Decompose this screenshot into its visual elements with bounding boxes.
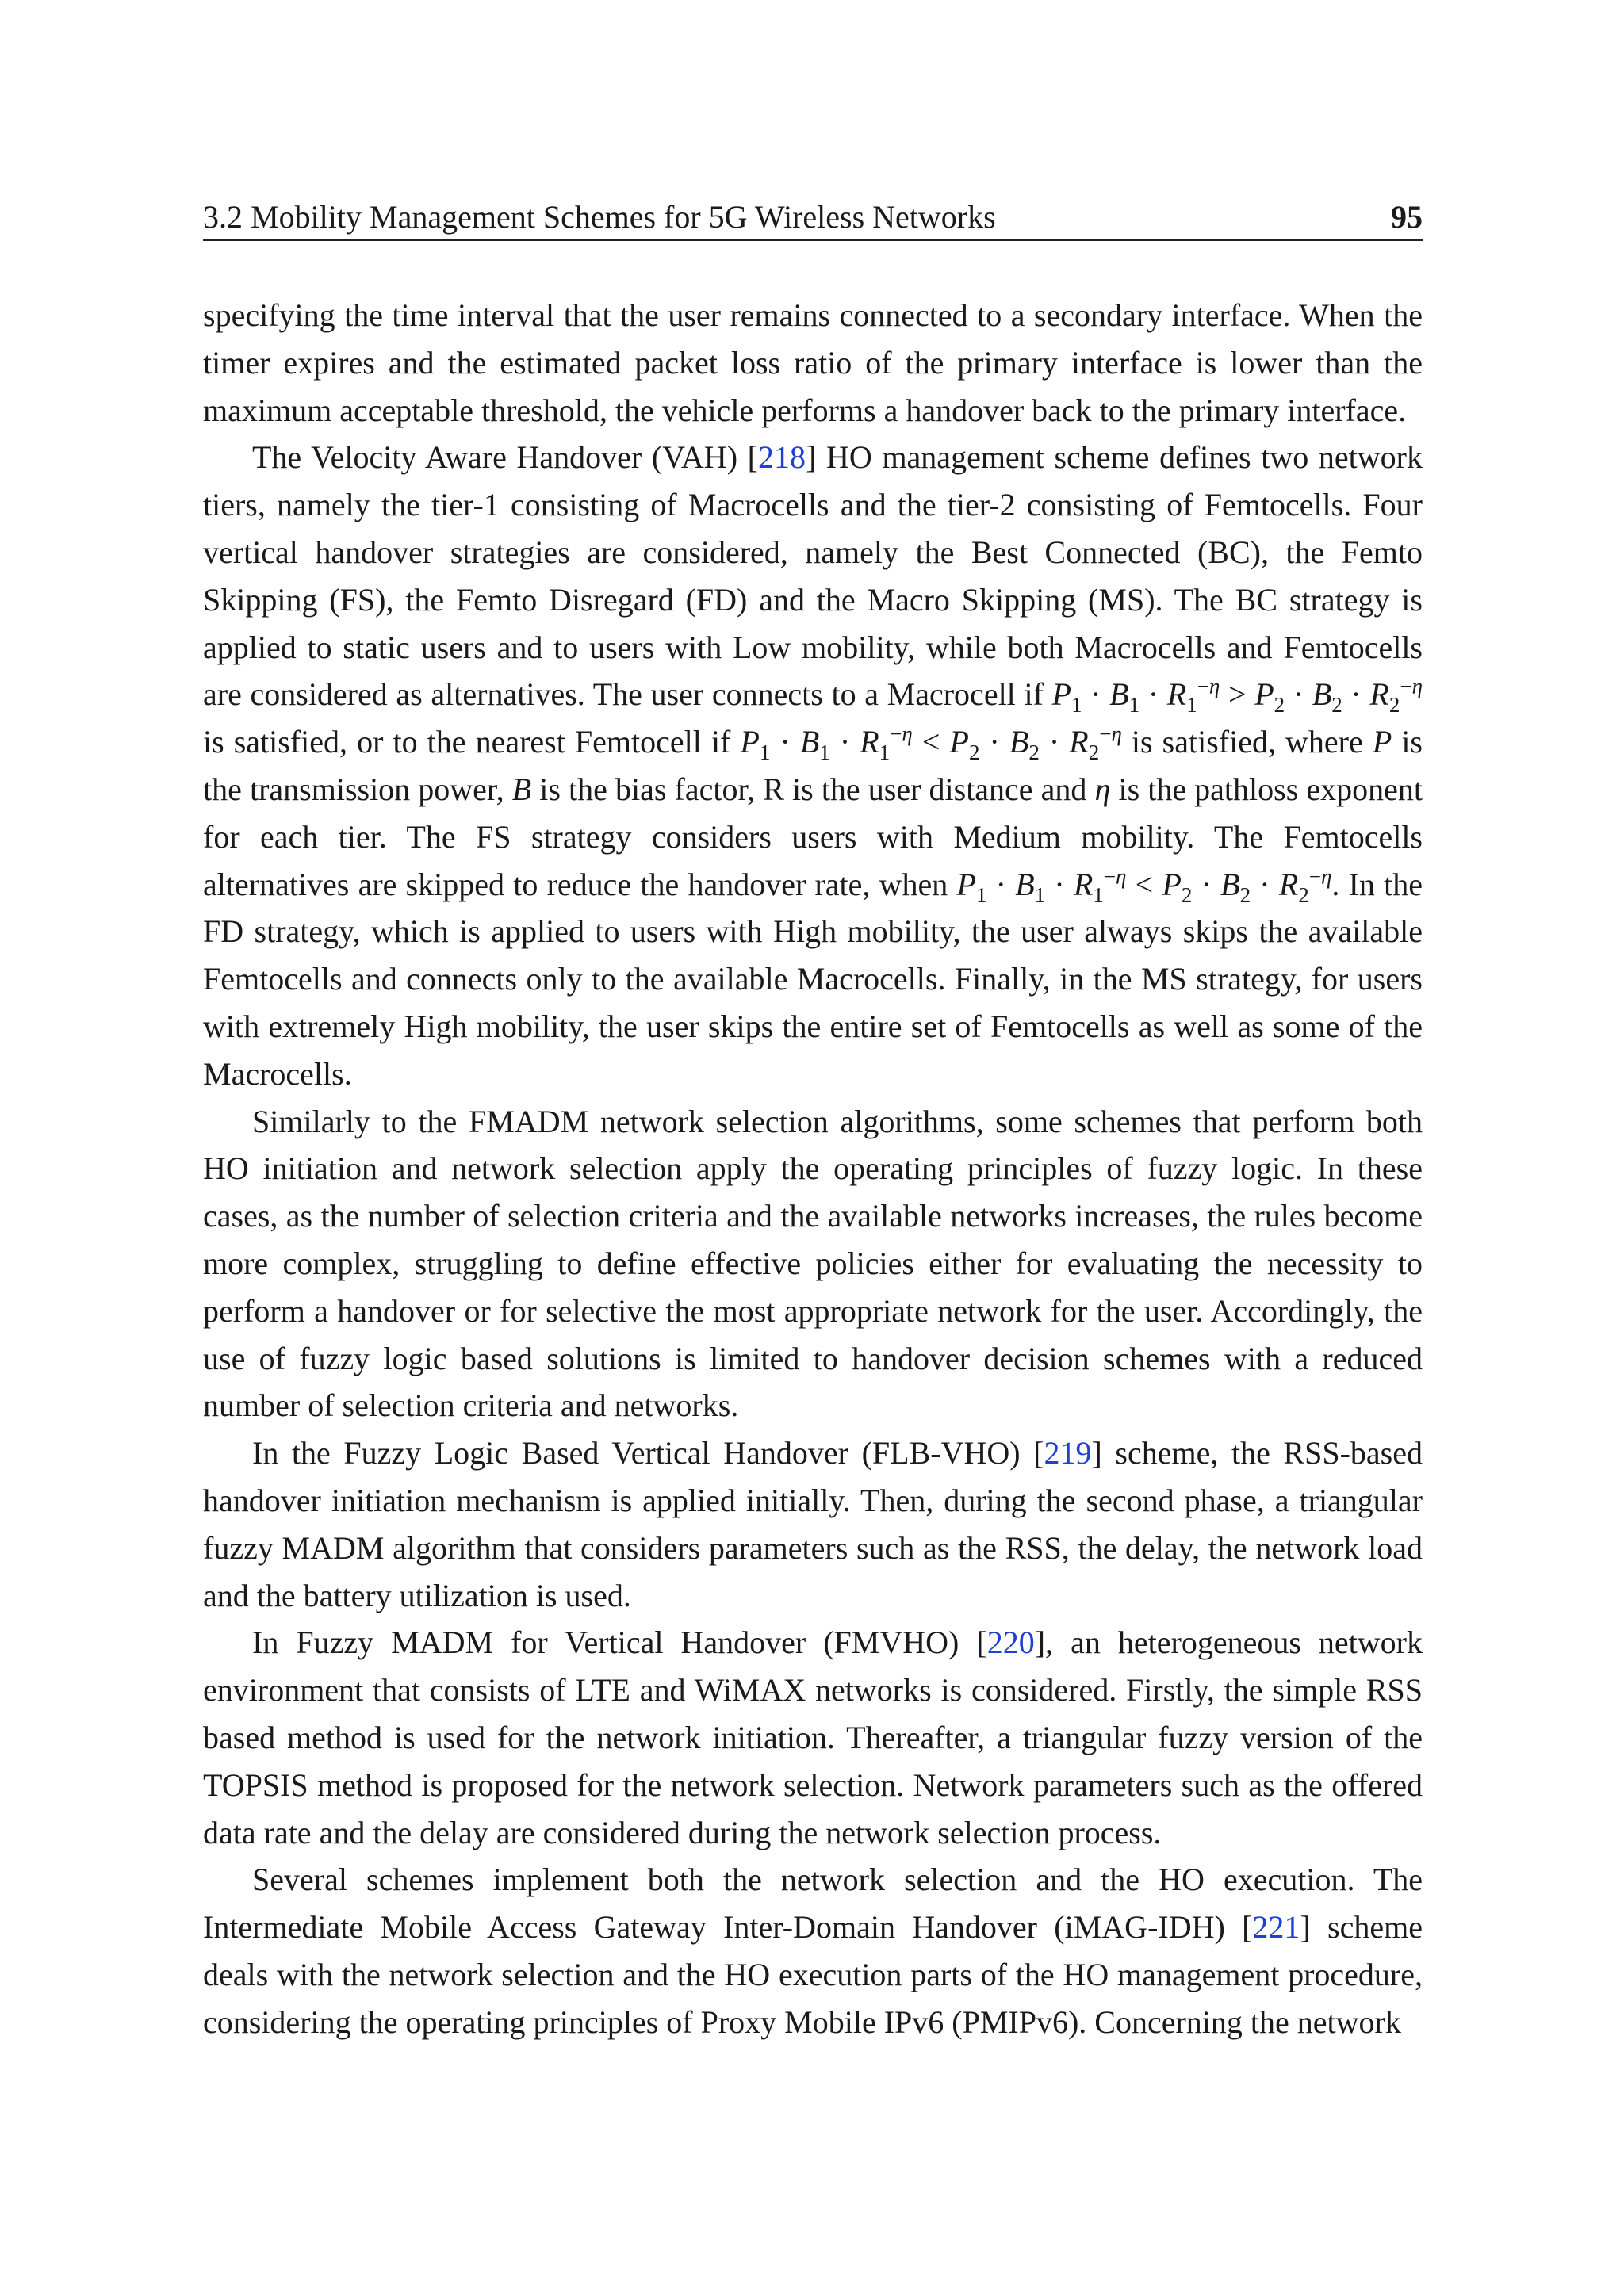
citation-221[interactable]: 221 bbox=[1252, 1909, 1300, 1946]
paragraph-6: Several schemes implement both the network selection and the HO execution. The Intermediate Mobile Access Gateway Inter-Domain Handover (iMAG-IDH) [221] scheme deals with the network selection and the HO execution parts of the HO management procedure, considering the operating principles of Proxy Mobile IPv6 (PMIPv6). Concerning the network bbox=[203, 1862, 1423, 2040]
paragraph-1 bbox=[203, 292, 1423, 434]
paragraph-1-text: specifying the time interval that the user remains connected to a secondary interface. When the timer expires and the estimated packet loss ratio of the primary interface is lower than the maximum acceptable threshold, the vehicle performs a handover back to the primary interface. bbox=[203, 297, 1423, 428]
section-title: 3.2 Mobility Management Schemes for 5G Wireless Networks bbox=[203, 199, 996, 235]
citation-220[interactable]: 220 bbox=[986, 1624, 1035, 1661]
formula-femto-skipping: $P_1 \cdot B_1 \cdot R_1^{-\eta} < P_2 \cdot B_2 \cdot R_2^{-\eta}$ bbox=[956, 864, 1332, 907]
paragraph-3-text: Similarly to the FMADM network selection algorithms, some schemes that perform both HO initiation and network selection apply the operating principles of fuzzy logic. In these cases, as the number of selection criteria and the available networks increases, the rules become more complex, struggling to define effective policies either for evaluating the necessity to perform a handover or for selective the most appropriate network for the user. Accordingly, the use of fuzzy logic based solutions is limited to handover decision schemes with a reduced number of selection criteria and networks. bbox=[203, 1103, 1423, 1424]
citation-219[interactable]: 219 bbox=[1044, 1435, 1092, 1471]
running-header bbox=[203, 192, 1423, 241]
paragraph-4: In the Fuzzy Logic Based Vertical Handover (FLB-VHO) [219] scheme, the RSS-based handover initiation mechanism is applied initially. Then, during the second phase, a triangular fuzzy MADM algorithm that considers parameters such as the RSS, the delay, the network load and the battery utilization is used. bbox=[203, 1435, 1423, 1613]
formula-femtocell: $P_1 \cdot B_1 \cdot R_1^{-\eta} < P_2 \cdot B_2 \cdot R_2^{-\eta}$ bbox=[740, 721, 1122, 765]
paragraph-5: In Fuzzy MADM for Vertical Handover (FMVHO) [220], an heterogeneous network environment that consists of LTE and WiMAX networks is considered. Firstly, the simple RSS based method is used for the network initiation. Thereafter, a triangular fuzzy version of the TOPSIS method is proposed for the network selection. Network parameters such as the offered data rate and the delay are considered during the network selection process. bbox=[203, 1624, 1423, 1850]
body-text bbox=[203, 292, 1423, 2045]
citation-218[interactable]: 218 bbox=[758, 439, 806, 476]
page-number: 95 bbox=[1391, 199, 1423, 235]
paragraph-3 bbox=[203, 1098, 1423, 1430]
paragraph-2: The Velocity Aware Handover (VAH) [218] HO management scheme defines two network tiers, namely the tier-1 consisting of Macrocells and the tier-2 consisting of Femtocells. Four vertical handover strategies are considered, namely the Best Connected (BC), the Femto Skipping (FS), the Femto Disregard (FD) and the Macro Skipping (MS). The BC strategy is applied to static users and to users with Low mobility, while both Macrocells and Femtocells are considered as alternatives. The user connects to a Macrocell if $P_1 \cdot B_1 \cdot R_1^{-\eta} > P_2 \cdot B_2 \cdot R_2^{-\eta}$ is satisfied, or to the nearest Femtocell if $P_1 \cdot B_1 \cdot R_1^{-\eta} < P_2 \cdot B_2 \cdot R_2^{-\eta}$ is satisfied, where P is the transmission power, B is the bias factor, R is the user distance and η is the pathloss exponent for each tier. The FS strategy considers users with Medium mobility. The Femtocells alternatives are skipped to reduce the handover rate, when $P_1 \cdot B_1 \cdot R_1^{-\eta} < P_2 \cdot B_2 \cdot R_2^{-\eta}$. In the FD strategy, which is applied to users with High mobility, the user always skips the available Femtocells and connects only to the available Macrocells. Finally, in the MS strategy, for users with extremely High mobility, the user skips the entire set of Femtocells as well as some of the Macrocells. bbox=[203, 439, 1423, 1092]
formula-macrocell: $P_1 \cdot B_1 \cdot R_1^{-\eta} > P_2 \cdot B_2 \cdot R_2^{-\eta}$ bbox=[1051, 675, 1423, 718]
